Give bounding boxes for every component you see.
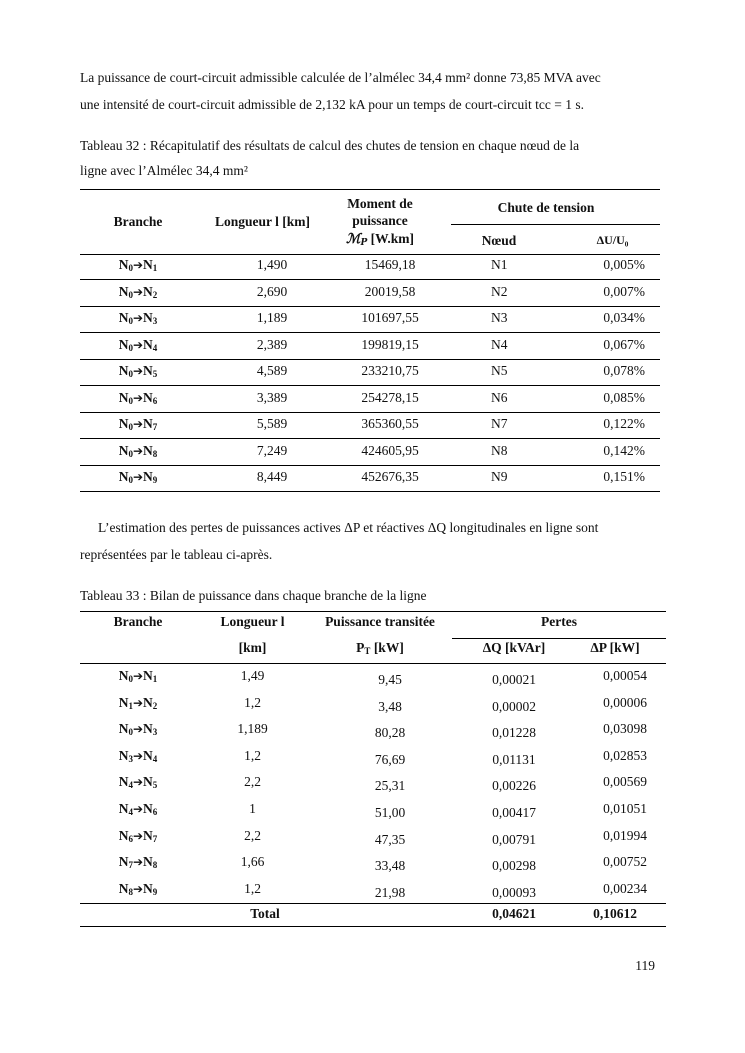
branch-label [90,881,186,897]
middle-paragraph [80,514,656,568]
branch-to: N [143,668,153,683]
cell-longueur: 3,389 [256,389,288,405]
arrow-icon: ➔ [132,828,144,843]
branch-from-sub: 4 [128,807,133,817]
branch-label [90,257,186,273]
cell-puissance: 80,28 [374,725,406,741]
branch-from: N [118,442,129,458]
branch-to-sub: 6 [152,395,158,406]
arrow-icon: ➔ [132,881,144,896]
branch-from-sub: 0 [128,422,133,432]
cell-noeud: N9 [491,469,508,484]
branch-from: N [118,721,129,737]
cell-dp: 0,03098 [603,721,647,737]
cell-dq: 0,00226 [492,778,536,794]
cell-longueur: 1,189 [256,310,288,325]
row-rule [80,332,660,333]
branch-to: N [143,416,153,431]
branch-from-sub: 1 [128,700,133,711]
branch-to: N [143,336,153,352]
cell-dq: 0,00417 [492,805,536,820]
cell-noeud: N5 [491,363,508,378]
arrow-icon: ➔ [132,470,144,484]
branch-from-sub: 0 [128,674,133,684]
row-rule [80,438,660,439]
arrow-icon: ➔ [132,364,144,378]
cell-moment: 452676,35 [361,469,419,484]
row-rule [80,465,660,466]
table33-header-pertes: Pertes [541,614,577,629]
row-rule [80,412,660,413]
table33-total-rule-top [80,903,666,904]
branch-to-sub: 4 [152,342,158,353]
branch-to-sub: 2 [152,289,158,300]
intro-line-2: une intensité de court-circuit admissible de 2,132 kA pour un temps de court-circuit tcc = 1 s. [80,97,584,112]
cell-moment: 365360,55 [361,416,419,431]
branch-from-sub: 0 [128,289,133,300]
cell-puissance: 3,48 [378,698,402,714]
table32-caption-line-1: Tableau 32 : Récapitulatif des résultats de calcul des chutes de tension en chaque nœud de la [80,138,580,153]
branch-to-sub: 5 [152,369,158,379]
arrow-icon: ➔ [132,337,144,352]
intro-line-1: La puissance de court-circuit admissible calculée de l’almélec 34,4 mm² donne 73,85 MVA avec [80,70,601,85]
cell-moment: 15469,18 [364,257,416,272]
cell-du: 0,078% [603,363,645,378]
table32-caption [80,133,656,183]
cell-du: 0,142% [603,442,645,458]
puissance-subscript: T [364,646,371,656]
branch-to: N [143,747,153,763]
cell-longueur: 2,2 [244,774,261,790]
branch-from-sub: 8 [128,886,133,897]
arrow-icon: ➔ [132,390,144,405]
branch-from: N [118,416,129,431]
cell-puissance: 47,35 [374,831,406,847]
branch-from-sub: 3 [128,753,133,764]
cell-longueur: 1,66 [240,854,265,870]
arrow-icon: ➔ [132,802,144,816]
branch-from-sub: 7 [128,860,133,871]
moment-unit: [W.km] [367,231,414,246]
cell-noeud: N7 [491,416,508,431]
branch-label [90,695,186,711]
branch-label [90,390,186,406]
cell-puissance: 21,98 [374,884,406,900]
arrow-icon: ➔ [132,443,144,458]
table32-header-rule [80,254,660,255]
table32-header-chute: Chute de tension [497,200,595,215]
cell-puissance: 9,45 [378,672,402,687]
branch-to: N [143,283,153,299]
cell-puissance: 51,00 [374,805,406,820]
branch-label [90,337,186,353]
branch-to: N [143,363,153,378]
cell-moment: 20019,58 [364,283,416,299]
cell-noeud: N3 [491,310,508,325]
table32-header-du: ΔU/U₀ [596,233,629,247]
cell-longueur: 8,449 [256,469,288,484]
arrow-icon: ➔ [132,775,144,790]
cell-noeud: N2 [491,283,508,299]
cell-puissance: 33,48 [374,858,406,874]
cell-dq: 0,01131 [492,751,536,767]
cell-moment: 254278,15 [361,389,419,405]
cell-dp: 0,01994 [603,827,647,843]
cell-dq: 0,00021 [492,672,536,687]
cell-moment: 199819,15 [361,336,419,352]
branch-to-sub: 7 [152,833,158,844]
cell-longueur: 1,189 [237,721,268,737]
branch-from-sub: 0 [128,727,133,738]
moment-subscript: P [360,238,368,248]
branch-label [90,668,186,684]
table33-total-dp: 0,10612 [593,906,637,921]
branch-to: N [143,257,153,272]
cell-puissance: 76,69 [374,751,406,767]
cell-longueur: 7,249 [256,442,288,458]
cell-du: 0,151% [603,469,645,484]
arrow-icon: ➔ [132,748,144,763]
cell-longueur: 2,389 [256,336,288,352]
cell-du: 0,067% [603,336,645,352]
cell-longueur: 1 [249,801,256,816]
branch-label [90,416,186,432]
branch-label [90,801,186,817]
arrow-icon: ➔ [132,417,144,431]
branch-to-sub: 8 [152,860,158,871]
branch-from: N [118,469,129,484]
table32-header-branche: Branche [113,214,163,229]
branch-from: N [118,774,129,790]
branch-from-sub: 0 [128,342,133,353]
table33-header-longueur-line1: Longueur l [220,614,285,629]
arrow-icon: ➔ [132,258,144,272]
branch-to-sub: 9 [152,886,158,897]
cell-noeud: N1 [491,257,508,272]
branch-to-sub: 4 [152,753,158,764]
arrow-icon: ➔ [132,311,144,325]
cell-noeud: N4 [491,336,508,352]
moment-symbol: ℳ [346,231,361,247]
cell-moment: 233210,75 [361,363,419,378]
cell-longueur: 5,589 [256,416,288,431]
branch-from: N [118,880,129,896]
branch-from: N [118,854,129,870]
table32-header-moment-line1: Moment de [347,196,413,211]
cell-longueur: 2,690 [256,283,288,299]
branch-from: N [118,336,129,352]
branch-label [90,774,186,790]
row-rule [80,491,660,492]
page-number: 119 [635,958,655,973]
branch-to: N [143,774,153,790]
branch-from-sub: 0 [128,448,133,459]
branch-label [90,363,186,379]
table33-bottom-rule [80,926,666,927]
branch-label [90,469,186,485]
branch-to: N [143,469,153,484]
branch-from-sub: 4 [128,780,133,791]
branch-from-sub: 6 [128,833,133,844]
branch-from: N [118,257,129,272]
table32-top-rule [80,189,660,190]
cell-du: 0,005% [603,257,645,272]
table33-total-dq: 0,04621 [492,906,536,921]
table33-header-puissance-line2 [310,640,450,656]
branch-to: N [143,389,153,405]
middle-line-1: L’estimation des pertes de puissances actives ΔP et réactives ΔQ longitudinales en ligne sont [98,520,599,535]
cell-dp: 0,00006 [603,694,647,710]
branch-to-sub: 6 [152,807,158,817]
table32-header-longueur: Longueur l [km] [214,214,310,229]
cell-moment: 424605,95 [361,442,419,458]
branch-from: N [118,694,129,710]
table33-top-rule [80,611,666,612]
branch-from: N [118,668,129,683]
cell-dq: 0,00093 [492,884,536,900]
branch-from: N [118,827,129,843]
row-rule [80,279,660,280]
table32-header-moment-line3 [325,231,435,247]
cell-moment: 101697,55 [361,310,419,325]
branch-to-sub: 2 [152,700,158,711]
branch-to: N [143,694,153,710]
branch-label [90,854,186,870]
branch-from: N [118,747,129,763]
branch-to: N [143,880,153,896]
arrow-icon: ➔ [132,855,144,870]
branch-label [90,748,186,764]
cell-dq: 0,00791 [492,831,536,847]
branch-from: N [118,363,129,378]
cell-noeud: N8 [491,442,508,458]
branch-to: N [143,721,153,737]
cell-longueur: 1,2 [244,694,261,710]
branch-label [90,310,186,326]
branch-from-sub: 0 [128,316,133,326]
branch-to-sub: 7 [152,422,158,432]
cell-dq: 0,01228 [492,725,536,741]
table33-header-branche: Branche [113,614,163,629]
branch-to-sub: 1 [152,674,158,684]
puissance-symbol: P [356,640,365,655]
cell-noeud: N6 [491,389,508,405]
cell-du: 0,085% [603,389,645,405]
table32-header-noeud: Nœud [481,233,517,248]
puissance-unit: [kW] [370,640,404,655]
branch-to-sub: 5 [152,780,158,791]
middle-line-2: représentées par le tableau ci-après. [80,547,273,562]
table32-header-moment-line2: puissance [352,213,408,228]
cell-du: 0,034% [603,310,645,325]
branch-to-sub: 9 [152,475,158,485]
table33-header-puissance-line1: Puissance transitée [325,614,435,629]
cell-dp: 0,00569 [603,774,647,790]
cell-longueur: 1,490 [256,257,288,272]
branch-label [90,284,186,300]
row-rule [80,385,660,386]
cell-du: 0,007% [603,283,645,299]
branch-label [90,721,186,737]
table33-caption: Tableau 33 : Bilan de puissance dans chaque branche de la ligne [80,588,427,603]
table33-group-rule [452,638,666,639]
cell-puissance: 25,31 [374,778,406,794]
branch-from: N [118,801,129,816]
cell-dq: 0,00298 [492,858,536,874]
branch-to: N [143,442,153,458]
row-rule [80,306,660,307]
cell-dp: 0,00752 [603,854,647,870]
cell-longueur: 2,2 [244,827,261,843]
table33-header-dp: ΔP [kW] [590,640,640,655]
branch-to-sub: 3 [152,727,158,738]
branch-to: N [143,854,153,870]
branch-to: N [143,310,153,325]
cell-dp: 0,01051 [603,801,647,816]
table32-caption-line-2: ligne avec l’Almélec 34,4 mm² [80,163,248,178]
arrow-icon: ➔ [132,695,144,710]
arrow-icon: ➔ [132,669,144,683]
cell-dp: 0,02853 [603,747,647,763]
table33-header-dq: ΔQ [kVAr] [482,640,546,655]
branch-to-sub: 8 [152,448,158,459]
table32-group-rule [451,224,660,225]
branch-from-sub: 0 [128,369,133,379]
branch-label [90,828,186,844]
branch-from-sub: 0 [128,263,133,273]
arrow-icon: ➔ [132,284,144,299]
cell-longueur: 1,49 [240,668,265,683]
branch-from: N [118,310,129,325]
arrow-icon: ➔ [132,722,144,737]
cell-dq: 0,00002 [492,698,536,714]
branch-from-sub: 0 [128,475,133,485]
intro-paragraph [80,64,656,118]
branch-from: N [118,389,129,405]
cell-dp: 0,00054 [603,668,647,683]
table33-header-rule [80,663,666,664]
branch-from: N [118,283,129,299]
cell-longueur: 1,2 [244,747,261,763]
branch-to: N [143,827,153,843]
cell-longueur: 1,2 [244,880,261,896]
cell-du: 0,122% [603,416,645,431]
table33-total-label: Total [250,906,280,921]
branch-from-sub: 0 [128,395,133,406]
branch-label [90,443,186,459]
cell-dp: 0,00234 [603,880,647,896]
table33-header-longueur-line2: [km] [238,640,267,655]
cell-longueur: 4,589 [256,363,288,378]
branch-to-sub: 3 [152,316,158,326]
row-rule [80,359,660,360]
branch-to-sub: 1 [152,263,158,273]
branch-to: N [143,801,153,816]
